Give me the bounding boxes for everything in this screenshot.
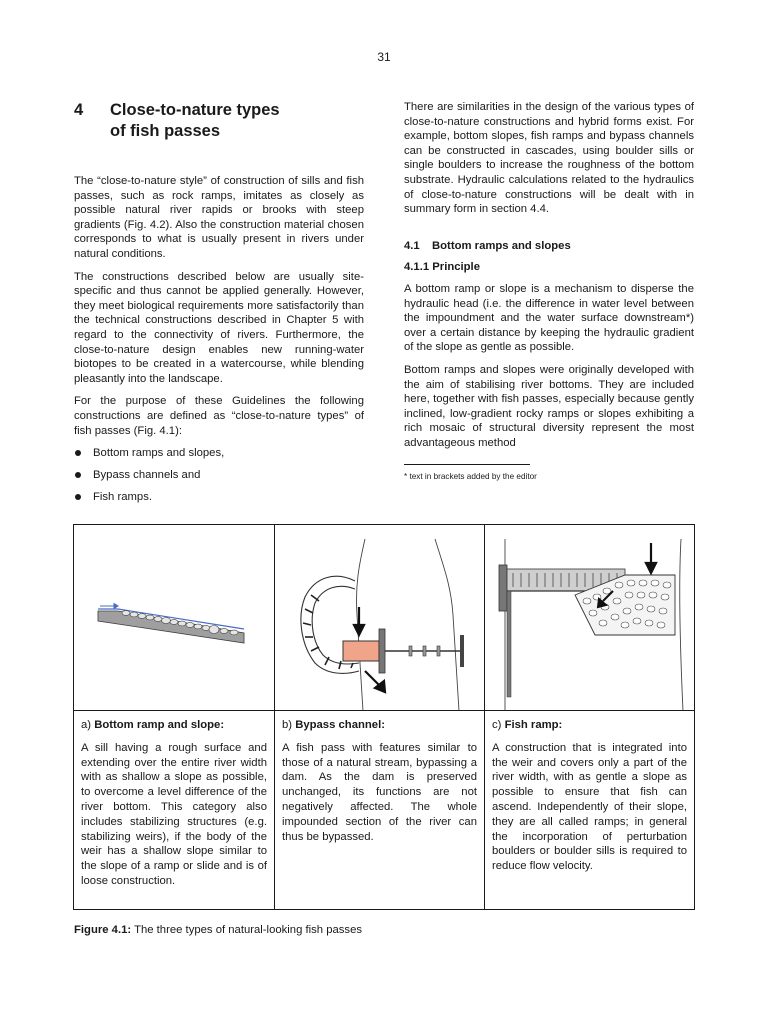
- left-paragraph-2: The constructions described below are usually site-specific and thus cannot be applied generally. However, they meet biological requirements more satisfactorily than the technical constructions described in Chapter 5 with regard to the connectivity of rivers. Furthermore, the close-to-nature design enables new running-water biotopes to be created in a watercourse, while blending pleasantly into the landscape.: [74, 270, 364, 385]
- panel-b-description: A fish pass with features similar to those of a natural stream, bypassing a dam. As the dam is preserved unchanged, its functions are not negatively affected. The whole impounded section of the river can thus be bypassed.: [282, 741, 477, 843]
- left-column: [74, 100, 364, 512]
- dam-end-pier: [460, 635, 464, 667]
- inflow-arrow: [646, 543, 656, 573]
- panel-c-heading: [492, 718, 687, 733]
- footnote-rule: [404, 464, 530, 465]
- footnote: * text in brackets added by the editor: [404, 472, 537, 482]
- right-paragraph-2: A bottom ramp or slope is a mechanism to disperse the hydraulic head (i.e. the difference in water level between the impoundment and the water surface downstream*) over a certain distance by keeping the hydraulic gradient of the slope as gentle as possible.: [404, 282, 694, 354]
- figure-panel-a-drawing: [74, 525, 275, 711]
- bottom-ramp-illustration: [74, 525, 275, 711]
- left-paragraph-3: For the purpose of these Guidelines the following constructions are defined as “close-to-nature types” of fish passes (Fig. 4.1):: [74, 395, 364, 437]
- subsection-heading: 4.1.1 Principle: [404, 261, 480, 274]
- outflow-arrow: [365, 671, 385, 692]
- dam-pier: [379, 629, 385, 673]
- figure-caption-label: Figure 4.1:: [74, 924, 132, 936]
- panel-a-title: Bottom ramp and slope:: [94, 719, 225, 731]
- right-paragraph-3: Bottom ramps and slopes were originally developed with the aim of stabilising river bottoms. They are included here, together with fish passes, especially because gently inclined, low-gradient rocky ramps or slopes exhibiting a rich mosaic of structural diversity represent the most advantageous method: [404, 363, 694, 449]
- figure-caption: [74, 924, 362, 936]
- flow-arrow: [100, 604, 118, 609]
- bullet-item: Bottom ramps and slopes,: [74, 446, 364, 461]
- weir-block: [343, 641, 379, 661]
- panel-b-letter: b): [282, 719, 293, 731]
- section-title: Bottom ramps and slopes: [432, 239, 571, 252]
- fish-ramp-illustration: [485, 525, 694, 711]
- inflow-arrow: [354, 607, 364, 635]
- figure-panel-b-text: [275, 711, 485, 909]
- panel-c-title: Fish ramp:: [504, 719, 563, 731]
- figure-panel-c-text: [485, 711, 694, 909]
- left-paragraph-1: The “close-to-nature style” of construction of sills and fish passes, such as rock ramps, imitates as closely as possible natural river rapids or brooks with steep gradients (Fig. 4.2). Also the construction material chosen corresponds to what is usually present in rivers under natural conditions.: [74, 175, 364, 260]
- panel-c-description: A construction that is integrated into the weir and covers only a part of the river width, with as gentle a slope as possible to ensure that fish can ascend. Independently of their slope, they are all called ramps; in general the incorporation of perturbation boulders or boulder sills is required to reduce flow velocity.: [492, 741, 687, 873]
- figure-panel-c-drawing: [485, 525, 694, 711]
- section-heading: [404, 239, 694, 254]
- chapter-title-line2: of fish passes: [110, 122, 221, 140]
- panel-a-heading: [81, 718, 267, 733]
- panel-a-description: A sill having a rough surface and extending over the entire river width with as shallow a slope as possible, to overcome a level difference of the river bottom. This category also includes stabilizing structures (e.g. stabilizing weirs), if the body of the weir has a shallow slope similar to the slope of a ramp or slide and is of loose construction.: [81, 741, 267, 887]
- bullet-item: Bypass channels and: [74, 468, 364, 483]
- chapter-title-line1: Close-to-nature types: [110, 101, 280, 119]
- river-bank-right: [680, 539, 683, 711]
- figure-panel-a-text: [74, 711, 275, 909]
- chapter-title: [74, 100, 364, 142]
- section-number: 4.1: [404, 239, 420, 252]
- panel-c-letter: c): [492, 719, 502, 731]
- bullet-list: [74, 446, 364, 505]
- page-number: 31: [377, 50, 391, 64]
- figure-panel-b-drawing: [275, 525, 485, 711]
- weir-pier: [499, 565, 507, 611]
- chapter-number: 4: [74, 101, 84, 119]
- bullet-item: Fish ramps.: [74, 490, 364, 505]
- figure-caption-text: The three types of natural-looking fish passes: [134, 924, 363, 936]
- chapter-title-text: [110, 100, 280, 142]
- panel-b-heading: [282, 718, 477, 733]
- panel-a-letter: a): [81, 719, 92, 731]
- right-column: [404, 100, 694, 485]
- bypass-channel-illustration: [275, 525, 485, 711]
- figure-table: [73, 524, 695, 910]
- panel-b-title: Bypass channel:: [295, 719, 385, 731]
- river-bank-right: [435, 539, 459, 711]
- right-paragraph-1: There are similarities in the design of the various types of close-to-nature constructions and hybrid forms exist. For example, bottom slopes, fish ramps and bypass channels can be constructed in cascades, using boulder sills or single boulders to increase the roughness of the bottom substrate. Hydraulic calculations related to the hydraulics of close-to-nature constructions will be dealt with in summary form in section 4.4.: [404, 101, 694, 216]
